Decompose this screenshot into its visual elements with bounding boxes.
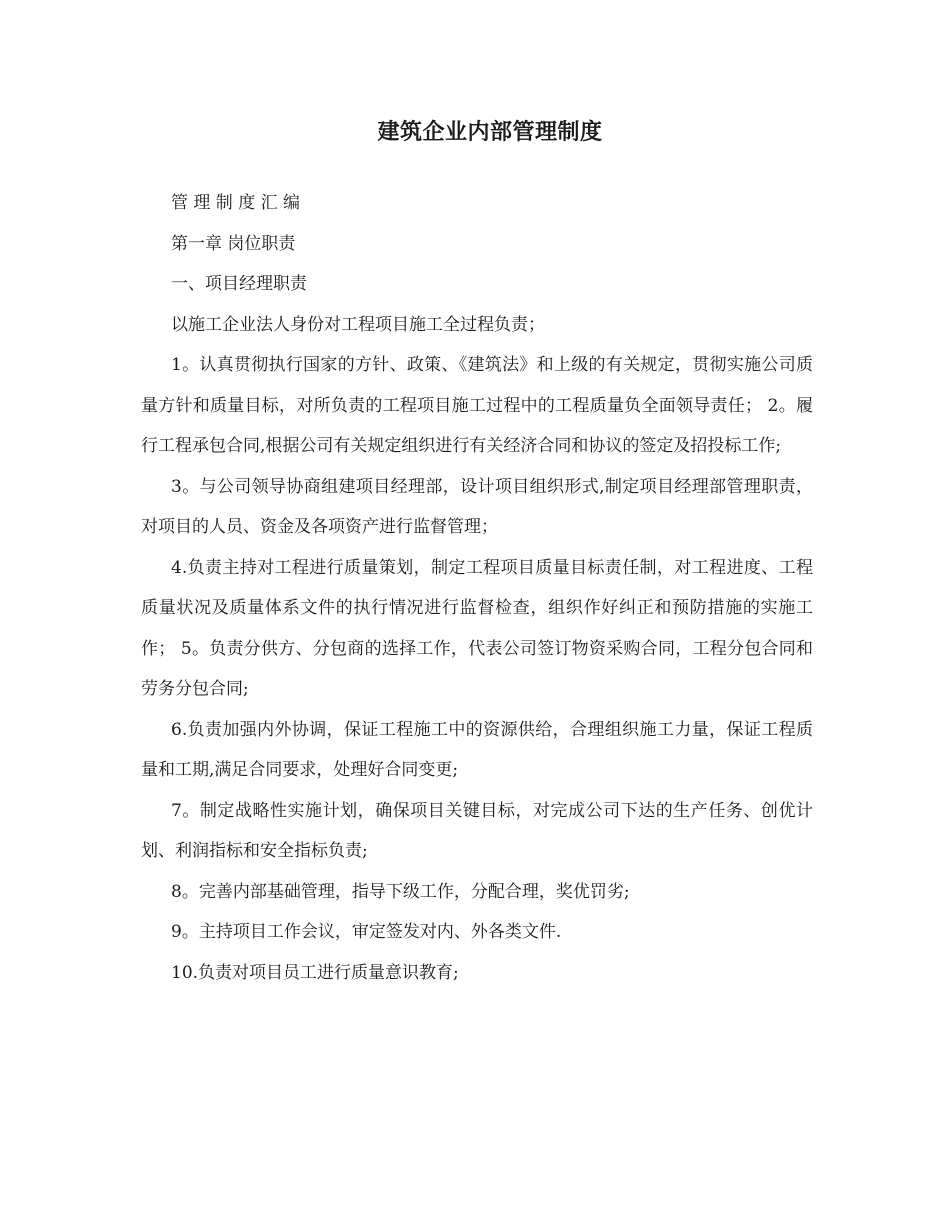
document-title: 建筑企业内部管理制度 — [377, 119, 603, 145]
document-body — [141, 183, 813, 993]
chapter-heading: 第一章 岗位职责 — [171, 233, 296, 254]
paragraph: 4.负责主持对工程进行质量策划，制定工程项目质量目标责任制，对工程进度、工程质量状况及质量体系文件的执行情况进行监督检查，组织作好纠正和预防措施的实施工作； 5。负责分供方、分包商的选择工作，代表公司签订物资采购合同，工程分包合同和劳务分包合同; — [141, 557, 813, 699]
paragraph: 7。制定战略性实施计划，确保项目关键目标，对完成公司下达的生产任务、创优计划、利润指标和安全指标负责; — [141, 800, 813, 861]
paragraph: 3。与公司领导协商组建项目经理部，设计项目组织形式,制定项目经理部管理职责，对项目的人员、资金及各项资产进行监督管理； — [141, 476, 813, 537]
paragraph: 以施工企业法人身份对工程项目施工全过程负责； — [171, 314, 545, 335]
paragraph: 9。主持项目工作会议，审定签发对内、外各类文件. — [171, 922, 562, 942]
paragraph: 1。认真贯彻执行国家的方针、政策、《建筑法》和上级的有关规定，贯彻实施公司质量方针和质量目标，对所负责的工程项目施工过程中的工程质量负全面领导责任； 2。履行工程承包合同,根据公司有关规定组织进行有关经济合同和协议的签定及招投标工作; — [141, 355, 813, 456]
section-heading-compilation: 管 理 制 度 汇 编 — [171, 193, 301, 213]
paragraph: 8。完善内部基础管理，指导下级工作，分配合理，奖优罚劣; — [171, 881, 630, 902]
paragraph: 6.负责加强内外协调，保证工程施工中的资源供给，合理组织施工力量，保证工程质量和工期,满足合同要求，处理好合同变更; — [141, 719, 813, 780]
section-heading: 一、项目经理职责 — [171, 274, 307, 294]
paragraph: 10.负责对项目员工进行质量意识教育; — [171, 962, 459, 983]
